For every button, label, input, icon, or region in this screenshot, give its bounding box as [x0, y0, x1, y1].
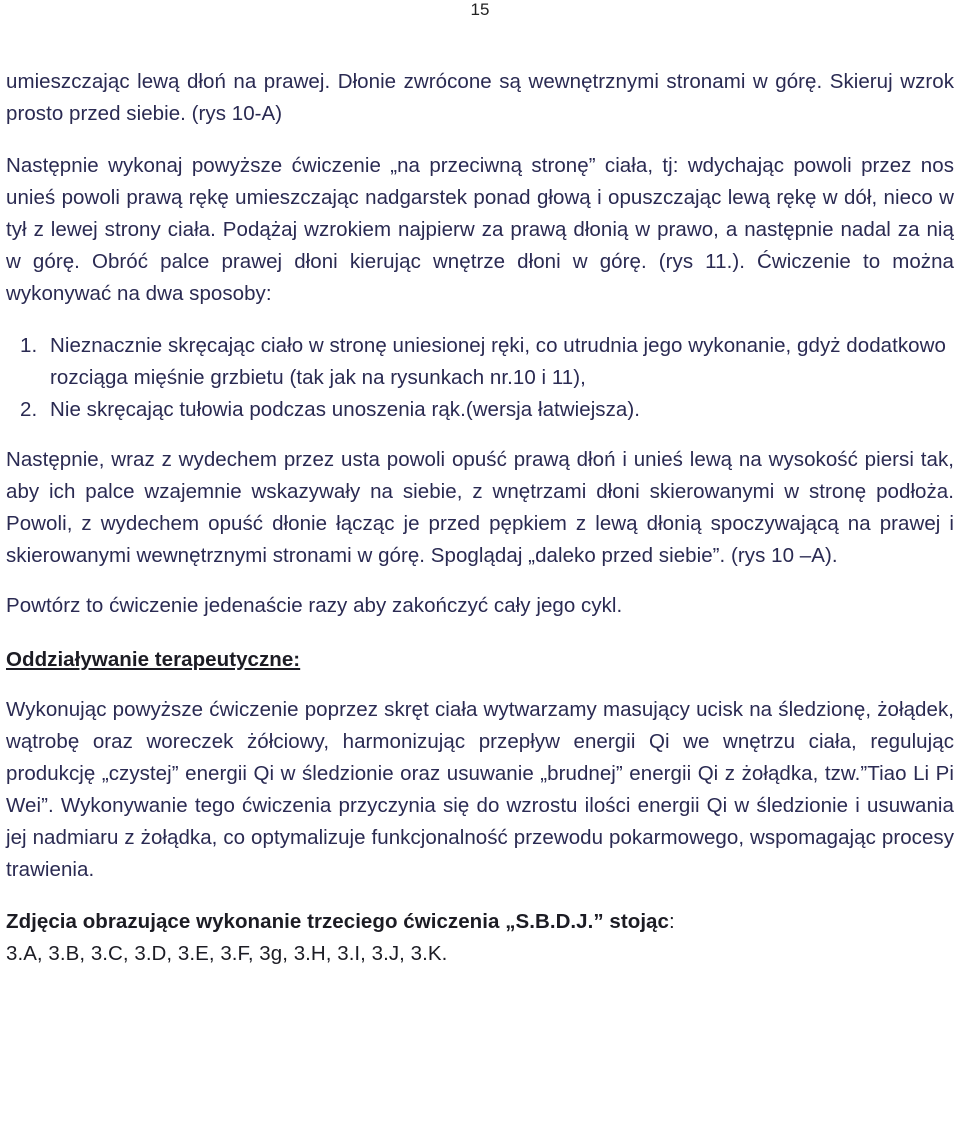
page-content [6, 66, 954, 970]
photos-heading-colon: : [668, 910, 675, 933]
paragraph-intro: umieszczając lewą dłoń na prawej. Dłonie zwrócone są wewnętrznymi stronami w górę. Skieruj wzrok prosto przed siebie. (rys 10-A) [6, 70, 954, 125]
photos-heading-name: „S.B.D.J.” stojąc [505, 910, 669, 933]
paragraph-exhale: Następnie, wraz z wydechem przez usta powoli opuść prawą dłoń i unieś lewą na wysokość piersi tak, aby ich palce wzajemnie wskazywały na siebie, z wnętrzami dłoni skierowanymi w stronę podłoża. Powoli, z wydechem opuść dłonie łącząc je przed pępkiem z lewą dłonią spoczywającą na prawej i skierowanymi wewnętrznymi stronami w górę. Spoglądaj „daleko przed siebie”. (rys 10 –A). [6, 448, 954, 567]
section-heading: Oddziaływanie terapeutyczne: [6, 648, 301, 671]
photos-heading-lead: Zdjęcia obrazujące wykonanie trzeciego ćwiczenia [6, 910, 500, 933]
list-item-number: 2. [20, 398, 38, 421]
list-item-text: Nie skręcając tułowia podczas unoszenia rąk.(wersja łatwiejsza). [50, 398, 640, 421]
paragraph-opposite-side: Następnie wykonaj powyższe ćwiczenie „na przeciwną stronę” ciała, tj: wdychając powoli przez nos unieś powoli prawą rękę umieszczając nadgarstek ponad głową i opuszczając lewą rękę w dół, nieco w tył z lewej strony ciała. Podążaj wzrokiem najpierw za prawą dłonią w prawo, a następnie nadal za nią w górę. Obróć palce prawej dłoni kierując wnętrze dłoni w górę. (rys 11.). Ćwiczenie to można wykonywać na dwa sposoby: [6, 154, 954, 305]
paragraph-therapeutic-effect: Wykonując powyższe ćwiczenie poprzez skręt ciała wytwarzamy masujący ucisk na śledzionę, żołądek, wątrobę oraz woreczek żółciowy, harmonizując przepływ energii Qi we wnętrzu ciała, regulując produkcję „czystej” energii Qi w śledzionie oraz usuwanie „brudnej” energii Qi z żołądka, tzw.”Tiao Li Pi Wei”. Wykonywanie tego ćwiczenia przyczynia się do wzrostu ilości energii Qi w śledzionie i usuwania jej nadmiaru z żołądka, co optymalizuje funkcjonalność przewodu pokarmowego, wspomagając procesy trawienia. [6, 698, 954, 881]
page-number: 15 [470, 0, 490, 19]
list-item [6, 394, 954, 426]
list-item-number: 1. [20, 334, 38, 357]
list-item [6, 330, 954, 394]
photos-heading [6, 906, 954, 938]
photos-list: 3.A, 3.B, 3.C, 3.D, 3.E, 3.F, 3g, 3.H, 3.I, 3.J, 3.K. [6, 942, 448, 965]
methods-list [6, 330, 954, 426]
paragraph-repeat: Powtórz to ćwiczenie jedenaście razy aby zakończyć cały jego cykl. [6, 594, 623, 617]
list-item-text: Nieznacznie skręcając ciało w stronę uniesionej ręki, co utrudnia jego wykonanie, gdyż dodatkowo rozciąga mięśnie grzbietu (tak jak na rysunkach nr.10 i 11), [50, 334, 946, 389]
